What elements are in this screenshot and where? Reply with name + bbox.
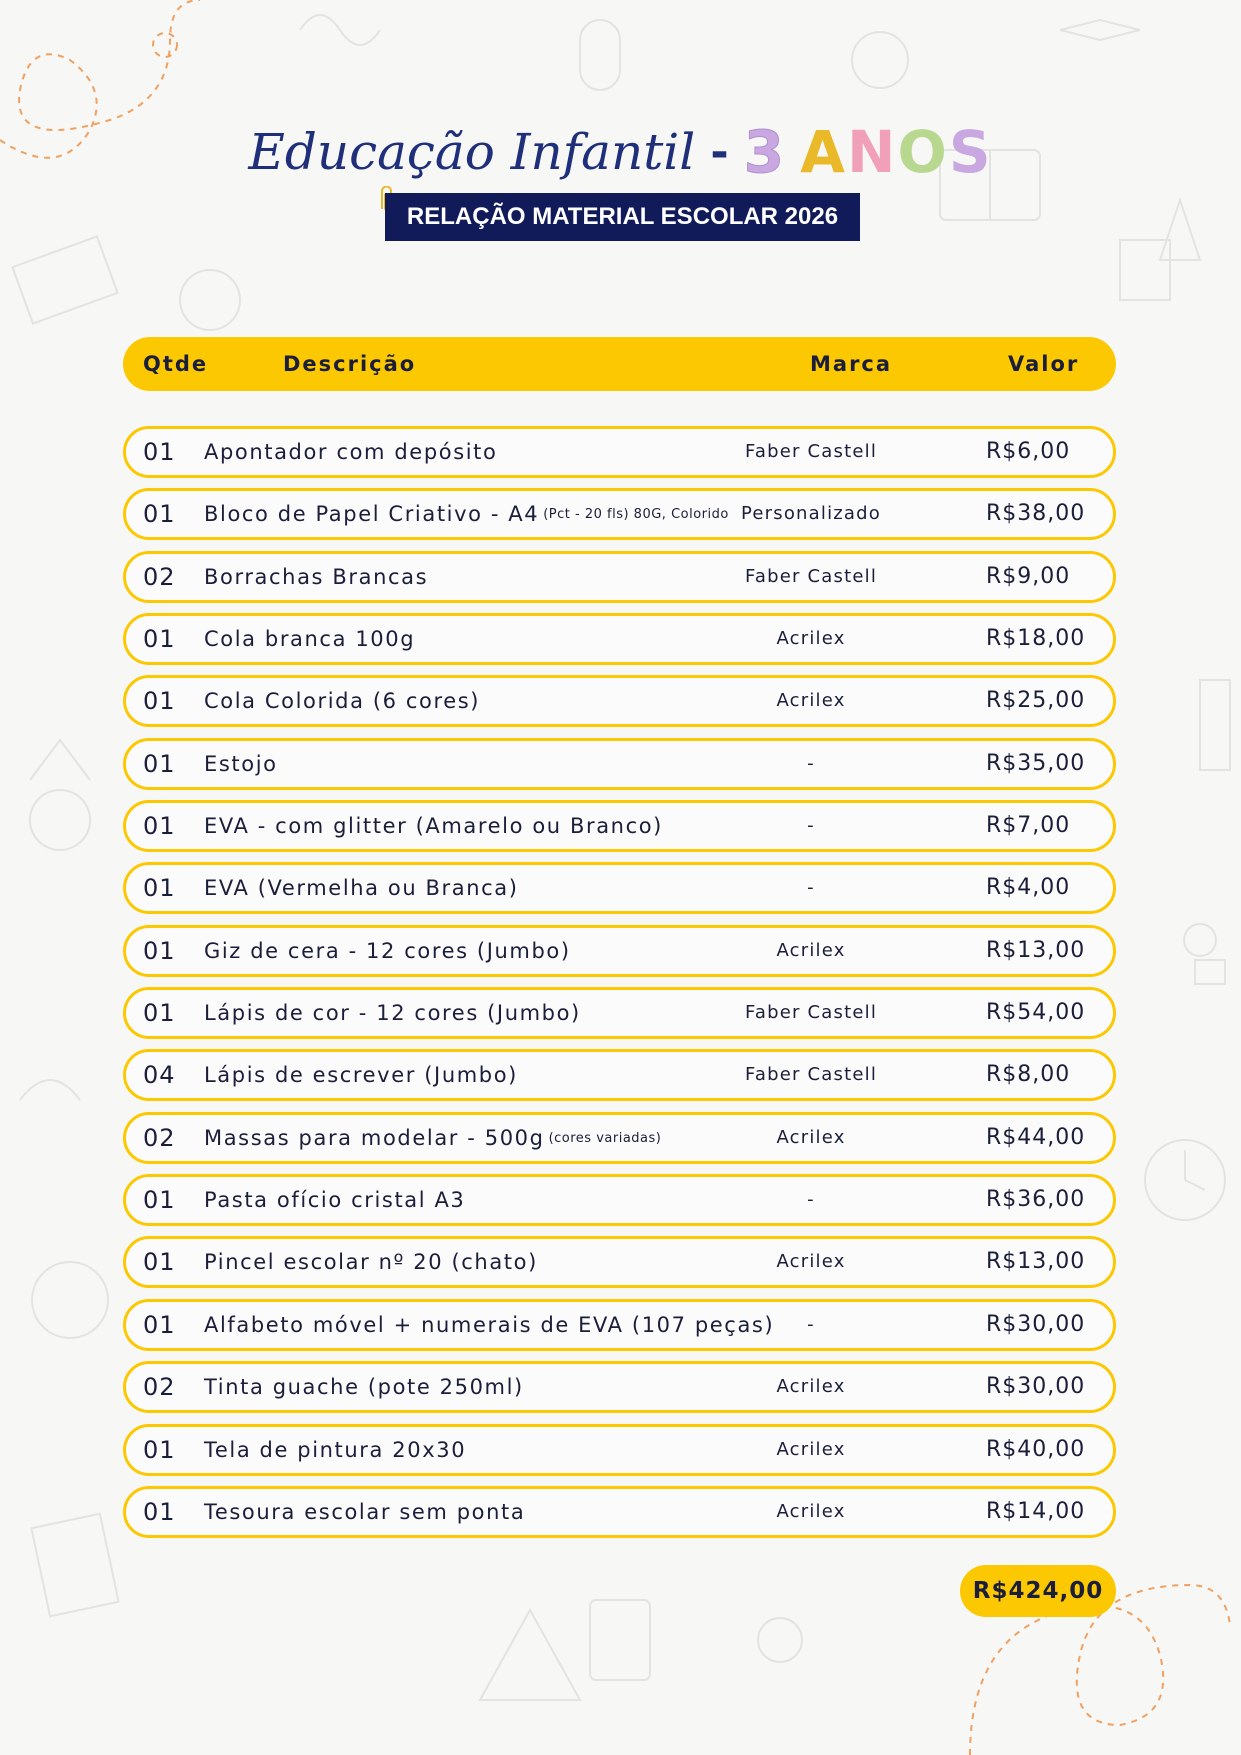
table-row	[123, 551, 1116, 603]
row-qtde: 01	[143, 687, 176, 716]
table-row	[123, 738, 1116, 790]
row-descricao	[204, 1489, 525, 1535]
row-valor: R$30,00	[986, 1311, 1086, 1337]
row-qtde: 01	[143, 1310, 176, 1339]
column-header-descricao: Descrição	[283, 352, 417, 376]
row-valor: R$30,00	[986, 1374, 1086, 1400]
row-valor: R$4,00	[986, 875, 1071, 901]
row-descricao	[204, 1239, 538, 1285]
row-marca: Acrilex	[776, 1251, 846, 1273]
table-row	[123, 800, 1116, 852]
row-descricao-text: EVA - com glitter (Amarelo ou Branco)	[204, 814, 663, 839]
row-marca: Acrilex	[776, 1376, 846, 1398]
row-marca: -	[807, 815, 815, 837]
title-age-letter: S	[948, 118, 993, 186]
column-header-valor: Valor	[1008, 352, 1080, 376]
title-script: Educação Infantil	[248, 123, 696, 181]
row-valor: R$8,00	[986, 1062, 1071, 1088]
row-qtde: 02	[143, 562, 176, 591]
row-descricao-text: Cola branca 100g	[204, 627, 416, 652]
row-marca: Acrilex	[776, 1500, 846, 1522]
title-age	[744, 118, 993, 186]
row-valor: R$54,00	[986, 1000, 1086, 1026]
row-marca: -	[807, 877, 815, 899]
page-title	[0, 118, 1241, 186]
row-descricao-note: (cores variadas)	[548, 1130, 662, 1146]
row-qtde: 04	[143, 1061, 176, 1090]
row-marca: Faber Castell	[744, 441, 878, 462]
row-descricao-text: Bloco de Papel Criativo - A4	[204, 502, 540, 527]
row-descricao	[204, 928, 571, 974]
row-marca: Acrilex	[776, 628, 846, 650]
row-descricao-text: Cola Colorida (6 cores)	[204, 689, 481, 714]
row-descricao	[204, 1177, 465, 1223]
row-marca: Faber Castell	[744, 1064, 878, 1086]
row-qtde: 01	[143, 936, 176, 965]
row-marca: -	[807, 1189, 815, 1211]
row-descricao	[204, 1364, 524, 1410]
table-row	[123, 862, 1116, 914]
row-marca: Acrilex	[776, 1438, 846, 1460]
row-marca: Faber Castell	[744, 565, 878, 587]
row-valor: R$35,00	[986, 750, 1086, 776]
row-qtde: 01	[143, 1497, 176, 1526]
row-descricao	[204, 554, 428, 600]
row-qtde: 01	[143, 874, 176, 903]
row-descricao-text: Estojo	[204, 751, 278, 776]
row-descricao	[204, 990, 581, 1036]
row-descricao-text: Tesoura escolar sem ponta	[204, 1499, 526, 1524]
table-row	[123, 613, 1116, 665]
row-qtde: 01	[143, 812, 176, 841]
table-row	[123, 1424, 1116, 1476]
title-dash: -	[710, 126, 729, 178]
table-row	[123, 925, 1116, 977]
row-descricao-note: (Pct - 20 fls) 80G, Colorido	[543, 507, 729, 523]
row-valor: R$6,00	[986, 439, 1071, 464]
row-qtde: 01	[143, 438, 176, 466]
row-valor: R$36,00	[986, 1187, 1086, 1213]
table-row	[123, 987, 1116, 1039]
table-row	[123, 1299, 1116, 1351]
title-age-letter: 3	[743, 118, 787, 186]
row-descricao-text: Massas para modelar - 500g	[204, 1125, 545, 1150]
row-marca: Acrilex	[776, 939, 846, 961]
row-descricao-text: Lápis de escrever (Jumbo)	[204, 1063, 518, 1088]
row-valor: R$40,00	[986, 1436, 1086, 1462]
title-age-letter: A	[800, 118, 847, 186]
row-descricao-text: EVA (Vermelha ou Branca)	[204, 876, 519, 901]
table-row	[123, 488, 1116, 540]
row-valor: R$13,00	[986, 1249, 1086, 1275]
row-descricao-text: Apontador com depósito	[204, 440, 498, 464]
row-marca: Personalizado	[740, 503, 882, 525]
title-age-letter: N	[846, 118, 898, 186]
row-marca: Acrilex	[776, 690, 846, 712]
material-list	[123, 426, 1116, 1548]
row-descricao	[204, 491, 729, 538]
row-descricao-text: Lápis de cor - 12 cores (Jumbo)	[204, 1001, 581, 1026]
column-header-qtde: Qtde	[143, 352, 209, 376]
row-valor: R$13,00	[986, 937, 1086, 963]
row-descricao	[204, 803, 663, 849]
row-descricao-text: Alfabeto móvel + numerais de EVA (107 peças)	[204, 1312, 775, 1337]
row-valor: R$9,00	[986, 563, 1071, 589]
row-descricao-text: Giz de cera - 12 cores (Jumbo)	[204, 938, 571, 963]
row-qtde: 01	[143, 625, 176, 654]
row-marca: Acrilex	[776, 1126, 846, 1148]
row-qtde: 01	[143, 1435, 176, 1464]
table-row	[123, 1361, 1116, 1413]
table-row	[123, 1486, 1116, 1538]
row-descricao-text: Pasta ofício cristal A3	[204, 1188, 466, 1213]
table-row	[123, 1236, 1116, 1288]
row-descricao	[204, 1052, 518, 1098]
table-row	[123, 1112, 1116, 1164]
row-descricao	[204, 741, 278, 787]
row-marca: -	[807, 752, 815, 774]
row-qtde: 01	[143, 749, 176, 778]
table-row	[123, 1174, 1116, 1226]
column-header-marca: Marca	[810, 352, 893, 376]
row-marca: Faber Castell	[744, 1002, 878, 1024]
row-qtde: 02	[143, 1123, 176, 1152]
row-descricao	[204, 429, 497, 475]
row-descricao	[204, 616, 415, 662]
row-valor: R$7,00	[986, 813, 1071, 839]
row-descricao	[204, 678, 480, 724]
title-age-letter: O	[897, 118, 949, 186]
row-descricao	[204, 1115, 661, 1162]
row-qtde: 01	[143, 1248, 176, 1277]
row-descricao	[204, 1302, 774, 1348]
row-qtde: 01	[143, 500, 176, 529]
row-valor: R$18,00	[986, 626, 1086, 652]
row-valor: R$25,00	[986, 688, 1086, 714]
table-row	[123, 675, 1116, 727]
row-descricao-text: Borrachas Brancas	[204, 564, 429, 589]
row-qtde: 01	[143, 999, 176, 1028]
row-valor: R$38,00	[986, 501, 1086, 527]
row-qtde: 02	[143, 1373, 176, 1402]
table-header	[123, 337, 1116, 391]
row-descricao-text: Pincel escolar nº 20 (chato)	[204, 1250, 538, 1275]
table-row	[123, 426, 1116, 478]
row-descricao	[204, 1427, 466, 1473]
row-descricao-text: Tinta guache (pote 250ml)	[204, 1375, 524, 1400]
row-marca: -	[807, 1313, 815, 1335]
row-valor: R$44,00	[986, 1124, 1086, 1150]
table-row	[123, 1049, 1116, 1101]
row-descricao	[204, 865, 519, 911]
subtitle-banner: RELAÇÃO MATERIAL ESCOLAR 2026	[385, 193, 860, 241]
row-descricao-text: Tela de pintura 20x30	[204, 1437, 467, 1462]
row-qtde: 01	[143, 1186, 176, 1215]
row-valor: R$14,00	[986, 1498, 1086, 1524]
total-value: R$424,00	[960, 1565, 1116, 1617]
